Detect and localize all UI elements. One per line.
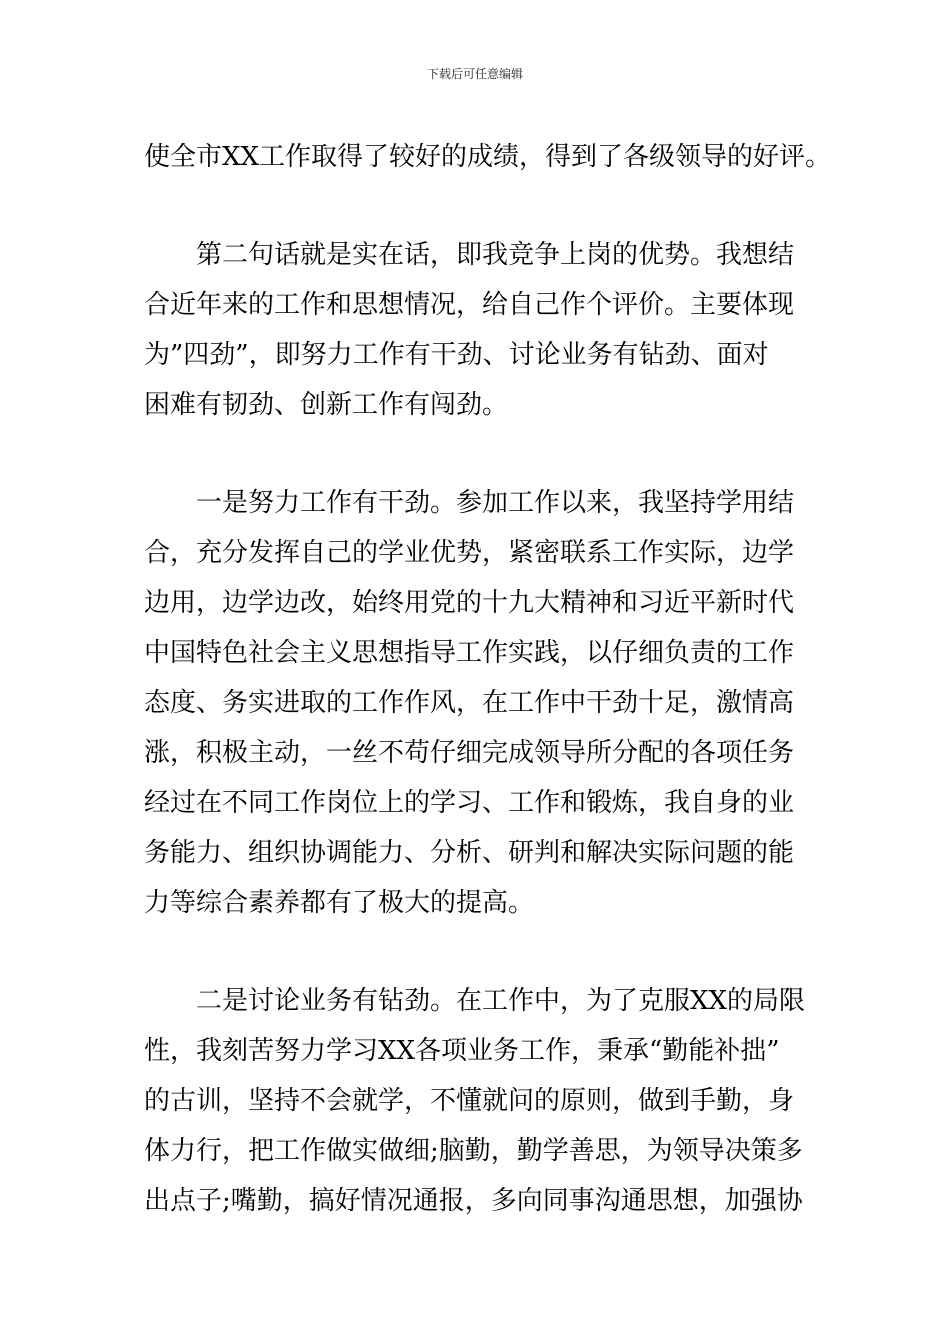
text-line: 经过在不同工作岗位上的学习、工作和锻炼，我自身的业 <box>144 788 795 818</box>
text-line: 态度、务实进取的工作作风，在工作中干劲十足，激情高 <box>144 688 795 718</box>
text-line: 涨，积极主动，一丝不苟仔细完成领导所分配的各项任务 <box>144 738 795 768</box>
text-line: 边用，边学边改，始终用党的十九大精神和习近平新时代 <box>144 588 795 618</box>
text-line: 务能力、组织协调能力、分析、研判和解决实际问题的能 <box>144 838 795 868</box>
text-line: 一是努力工作有干劲。参加工作以来，我坚持学用结 <box>196 488 795 518</box>
text-line: 第二句话就是实在话，即我竞争上岗的优势。我想结 <box>196 240 795 270</box>
text-line: 体力行，把工作做实做细;脑勤，勤学善思，为领导决策多 <box>144 1136 803 1166</box>
text-line: 为”四劲”，即努力工作有干劲、讨论业务有钻劲、面对 <box>144 340 769 370</box>
text-line: 二是讨论业务有钻劲。在工作中，为了克服XX的局限 <box>196 986 806 1016</box>
paragraph-3 <box>144 478 808 928</box>
text-line: 的古训，坚持不会就学，不懂就问的原则，做到手勤，身 <box>144 1086 795 1116</box>
text-line: 力等综合素养都有了极大的提高。 <box>144 888 535 918</box>
text-line: 中国特色社会主义思想指导工作实践，以仔细负责的工作 <box>144 638 795 668</box>
text-line: 合近年来的工作和思想情况，给自己作个评价。主要体现 <box>144 290 795 320</box>
text-line: 困难有韧劲、创新工作有闯劲。 <box>144 390 509 420</box>
document-body <box>144 132 832 1226</box>
paragraph-1 <box>144 132 832 182</box>
text-line: 出点子;嘴勤，搞好情况通报，多向同事沟通思想，加强协 <box>144 1186 803 1216</box>
paragraph-2 <box>144 230 808 430</box>
text-line: 合，充分发挥自己的学业优势，紧密联系工作实际，边学 <box>144 538 795 568</box>
text-line: 使全市XX工作取得了较好的成绩，得到了各级领导的好评。 <box>144 142 832 172</box>
paragraph-4 <box>144 976 808 1226</box>
text-line: 性，我刻苦努力学习XX各项业务工作，秉承“勤能补拙” <box>144 1036 780 1066</box>
page-header: 下载后可任意编辑 <box>426 67 523 81</box>
